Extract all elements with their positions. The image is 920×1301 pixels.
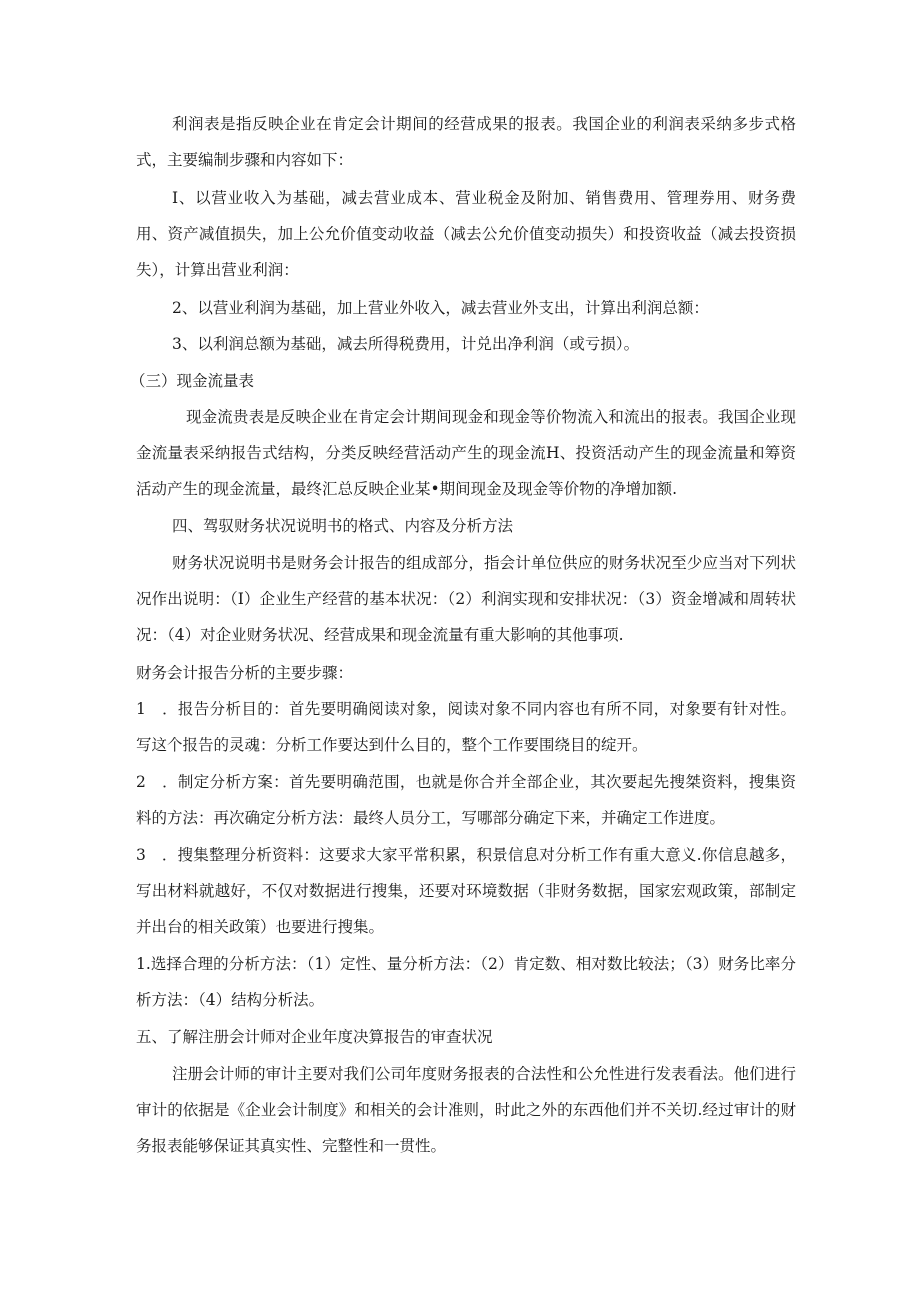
heading-cash-flow-statement: （三）现金流量表 <box>130 372 255 390</box>
paragraph-cpa-audit: 注册会计师的审计主要对我们公司年度财务报表的合法性和公允性进行发表看法。他们进行审计的依据是《企业会计制度》和相关的会计准则，时此之外的东西他们并不关切.经过审计的财务报表能够保证其真实性、完整性和一贯性。 <box>136 1065 796 1155</box>
paragraph-income-statement: 利润表是指反映企业在肯定会计期间的经营成果的报表。我国企业的利润表采纳多步式格式，主要编制步骤和内容如下： <box>136 115 796 169</box>
paragraph-cash-flow: 现金流贵表是反映企业在肯定会计期间现金和现金等价物流入和流出的报表。我国企业现金流量表采纳报告式结构，分类反映经营活动产生的现金流H、投资活动产生的现金流量和筹资活动产生的现金流量，最终汇总反映企业某•期间现金及现金等价物的净增加额. <box>136 408 796 498</box>
paragraph-step-2: 2、以营业利润为基础，加上营业外收入，减去营业外支出，计算出利润总额： <box>172 299 709 317</box>
paragraph-step-1: Ⅰ、以营业收入为基础，减去营业成本、营业税金及附加、销售费用、管理券用、财务费用、资产减值损失，加上公允价值变动收益（减去公允价值变动损失）和投资收益（减去投资损失），计算出营业利润： <box>136 189 796 279</box>
paragraph-analysis-step-3: 3 ．搜集整理分析资料：这要求大家平常积累，积景信息对分析工作有重大意义.你信息越多，写出材料就越好，不仅对数据进行搜集，还要对环境数据（非财务数据，国家宏观政策，部制定并出台的相关政策）也要进行搜集。 <box>136 846 796 936</box>
paragraph-analysis-methods: 1.选择合理的分析方法：（1）定性、量分析方法：（2）肯定数、相对数比较法；（3）财务比率分析方法：（4）结构分析法。 <box>136 955 796 1009</box>
paragraph-analysis-step-2: 2 ．制定分析方案：首先要明确范围，也就是你合并全部企业，其次要起先搜桀资料，搜集资料的方法：再次确定分析方法：最终人员分工，写哪部分确定下来，并确定工作进度。 <box>136 773 796 827</box>
heading-section-five: 五、了解注册会计师对企业年度决算报告的审查状况 <box>136 1028 493 1046</box>
paragraph-analysis-step-1: 1 ．报告分析目的：首先要明确阅读对象，阅读对象不同内容也有所不同，对象要有针对性。写这个报告的灵魂：分析工作要达到什么目的，整个工作要围绕目的绽开。 <box>136 700 796 754</box>
paragraph-analysis-steps-intro: 财务会计报告分析的主要步骤： <box>136 664 354 682</box>
heading-section-four: 四、驾驭财务状况说明书的格式、内容及分析方法 <box>172 517 514 535</box>
paragraph-step-3: 3、以利润总额为基础，减去所得税费用，计兑出净利润（或亏损）。 <box>172 335 640 353</box>
paragraph-financial-statement-notes: 财务状况说明书是财务会计报告的组成部分，指会计单位供应的财务状况至少应当对下列状况作出说明：（I）企业生产经营的基本状况：（2）利润实现和安排状况：（3）资金增减和周转状况：（4）对企业财务状况、经营成果和现金流量有重大影响的其他事项. <box>136 554 796 644</box>
